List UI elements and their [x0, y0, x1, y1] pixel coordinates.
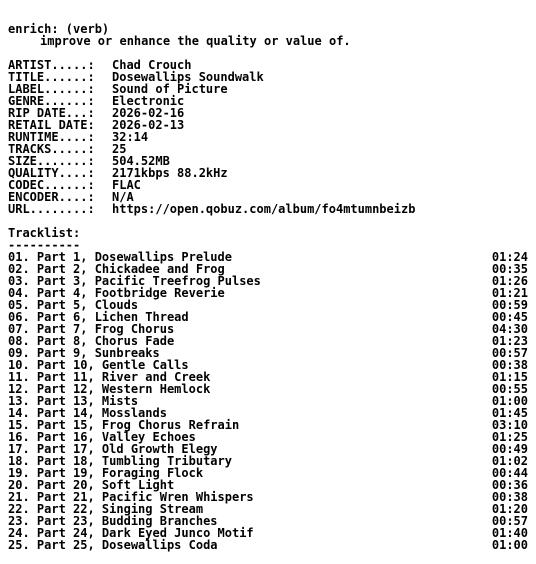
track-title: 21. Part 21, Pacific Wren Whispers	[8, 490, 254, 504]
info-field-key: RETAIL DATE:	[8, 118, 95, 132]
definition-meaning: improve or enhance the quality or value of.	[40, 34, 351, 48]
info-field-value: Dosewallips Soundwalk	[112, 70, 264, 84]
track-title: 06. Part 6, Lichen Thread	[8, 310, 189, 324]
info-field-key: TRACKS.....:	[8, 142, 95, 156]
track-title: 04. Part 4, Footbridge Reverie	[8, 286, 225, 300]
track-title: 01. Part 1, Dosewallips Prelude	[8, 250, 232, 264]
track-title: 24. Part 24, Dark Eyed Junco Motif	[8, 526, 254, 540]
track-duration: 01:23	[491, 334, 528, 348]
track-duration: 00:44	[491, 466, 528, 480]
info-field-value: 504.52MB	[112, 154, 170, 168]
info-field-key: URL........:	[8, 202, 95, 216]
track-title: 10. Part 10, Gentle Calls	[8, 358, 189, 372]
track-duration: 01:24	[491, 250, 528, 264]
track-duration: 00:45	[491, 310, 528, 324]
track-duration: 01:25	[491, 430, 528, 444]
track-duration: 00:49	[491, 442, 528, 456]
track-duration: 00:38	[491, 358, 528, 372]
track-duration: 03:10	[491, 418, 528, 432]
tracklist-underline: ----------	[8, 238, 81, 252]
info-field-key: TITLE......:	[8, 70, 95, 84]
tracklist-heading: Tracklist:	[8, 226, 81, 240]
track-duration: 04:30	[491, 322, 528, 336]
track-duration: 00:57	[491, 346, 528, 360]
track-title: 20. Part 20, Soft Light	[8, 478, 175, 492]
track-title: 22. Part 22, Singing Stream	[8, 502, 204, 516]
track-duration: 00:35	[491, 262, 528, 276]
info-field-value: Chad Crouch	[112, 58, 192, 72]
info-field-key: RUNTIME....:	[8, 130, 95, 144]
info-field-key: CODEC......:	[8, 178, 95, 192]
track-duration: 00:59	[491, 298, 528, 312]
track-duration: 01:15	[491, 370, 528, 384]
info-field-value: 2026-02-16	[112, 106, 185, 120]
track-title: 09. Part 9, Sunbreaks	[8, 346, 160, 360]
track-title: 11. Part 11, River and Creek	[8, 370, 211, 384]
track-duration: 00:36	[491, 478, 528, 492]
track-title: 15. Part 15, Frog Chorus Refrain	[8, 418, 240, 432]
info-field-value: 2026-02-13	[112, 118, 185, 132]
track-duration: 01:00	[491, 538, 528, 552]
track-title: 12. Part 12, Western Hemlock	[8, 382, 211, 396]
info-field-key: GENRE......:	[8, 94, 95, 108]
track-title: 23. Part 23, Budding Branches	[8, 514, 218, 528]
info-field-key: ARTIST.....:	[8, 58, 95, 72]
track-title: 03. Part 3, Pacific Treefrog Pulses	[8, 274, 261, 288]
track-title: 18. Part 18, Tumbling Tributary	[8, 454, 232, 468]
info-field-value: Sound of Picture	[112, 82, 228, 96]
track-title: 17. Part 17, Old Growth Elegy	[8, 442, 218, 456]
track-title: 08. Part 8, Chorus Fade	[8, 334, 175, 348]
track-title: 07. Part 7, Frog Chorus	[8, 322, 175, 336]
info-field-value: https://open.qobuz.com/album/fo4mtumnbeizb	[112, 202, 416, 216]
info-field-value: 2171kbps 88.2kHz	[112, 166, 228, 180]
track-title: 13. Part 13, Mists	[8, 394, 139, 408]
info-field-key: QUALITY....:	[8, 166, 95, 180]
track-duration: 01:02	[491, 454, 528, 468]
track-duration: 01:40	[491, 526, 528, 540]
release-info	[8, 59, 528, 215]
info-field-value: N/A	[112, 190, 134, 204]
info-field-value: 32:14	[112, 130, 149, 144]
definition-term: enrich: (verb)	[8, 22, 110, 36]
track-title: 16. Part 16, Valley Echoes	[8, 430, 196, 444]
info-field-key: RIP DATE...:	[8, 106, 95, 120]
track-title: 02. Part 2, Chickadee and Frog	[8, 262, 225, 276]
track-duration: 00:38	[491, 490, 528, 504]
info-field	[8, 203, 528, 215]
track-title: 19. Part 19, Foraging Flock	[8, 466, 204, 480]
track-duration: 01:20	[491, 502, 528, 516]
track-duration: 01:45	[491, 406, 528, 420]
info-field-value: FLAC	[112, 178, 141, 192]
track-title: 14. Part 14, Mosslands	[8, 406, 167, 420]
track-duration: 00:55	[491, 382, 528, 396]
track-duration: 00:57	[491, 514, 528, 528]
track-title: 25. Part 25, Dosewallips Coda	[8, 538, 218, 552]
track-duration: 01:21	[491, 286, 528, 300]
track-duration: 01:00	[491, 394, 528, 408]
info-field-value: Electronic	[112, 94, 185, 108]
info-field-key: LABEL......:	[8, 82, 95, 96]
tracklist	[8, 251, 528, 551]
info-field-key: SIZE.......:	[8, 154, 95, 168]
track-row	[8, 539, 528, 551]
spacer	[8, 215, 528, 227]
track-duration: 01:26	[491, 274, 528, 288]
track-title: 05. Part 5, Clouds	[8, 298, 139, 312]
info-field-value: 25	[112, 142, 127, 156]
info-field-key: ENCODER....:	[8, 190, 95, 204]
